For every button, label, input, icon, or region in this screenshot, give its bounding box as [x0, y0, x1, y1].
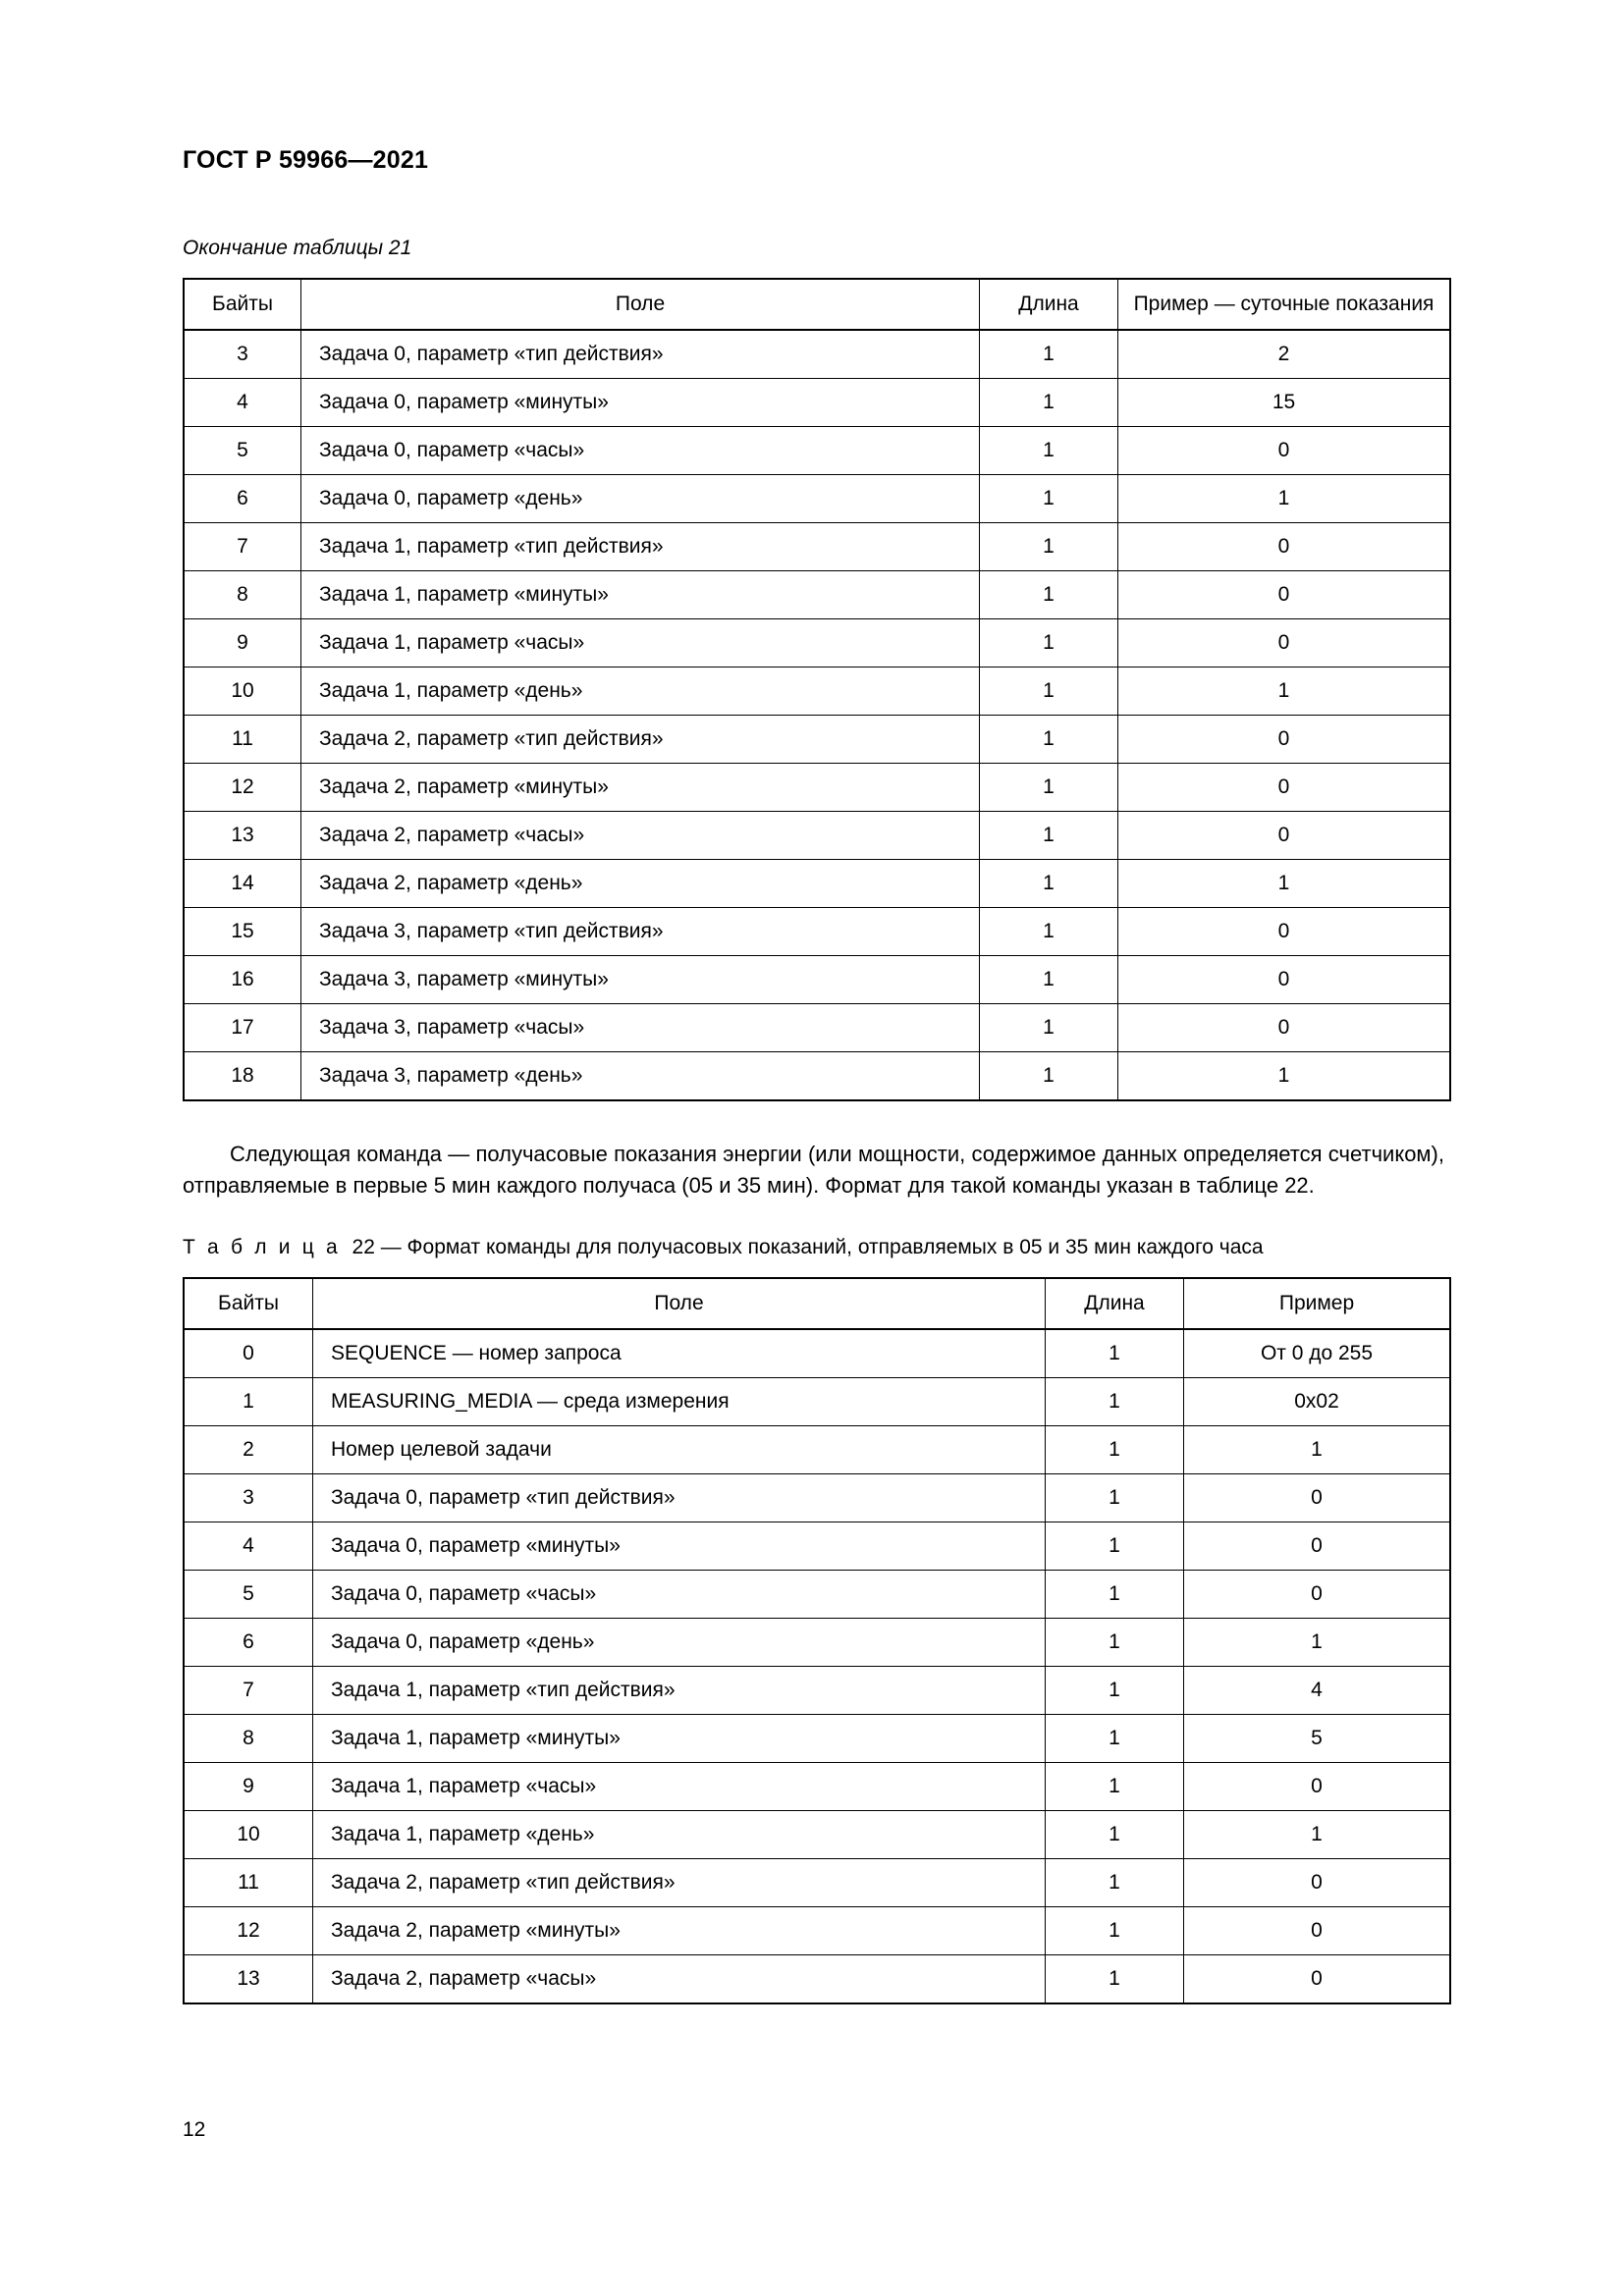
cell-example: 1 [1118, 1051, 1451, 1100]
cell-length: 1 [980, 907, 1118, 955]
cell-bytes: 4 [184, 1522, 313, 1570]
cell-bytes: 4 [184, 378, 301, 426]
table-row [184, 570, 1450, 618]
cell-bytes: 10 [184, 667, 301, 715]
cell-length: 1 [1046, 1522, 1184, 1570]
cell-bytes: 6 [184, 1618, 313, 1666]
table-row [184, 1618, 1450, 1666]
cell-bytes: 10 [184, 1810, 313, 1858]
cell-field: Задача 2, параметр «часы» [301, 811, 980, 859]
cell-field: SEQUENCE — номер запроса [313, 1329, 1046, 1378]
cell-length: 1 [980, 1051, 1118, 1100]
cell-length: 1 [1046, 1377, 1184, 1425]
table-row [184, 330, 1450, 379]
cell-field: Номер целевой задачи [313, 1425, 1046, 1473]
cell-length: 1 [1046, 1425, 1184, 1473]
table-row [184, 1714, 1450, 1762]
table-row [184, 811, 1450, 859]
cell-field: Задача 1, параметр «минуты» [301, 570, 980, 618]
table-row [184, 1377, 1450, 1425]
table-row [184, 378, 1450, 426]
cell-example: 2 [1118, 330, 1451, 379]
table-21-caption: Окончание таблицы 21 [183, 236, 412, 259]
cell-bytes: 9 [184, 1762, 313, 1810]
table-22-body [184, 1329, 1450, 2003]
cell-example: 0 [1118, 522, 1451, 570]
column-header-field: Поле [301, 279, 980, 330]
cell-bytes: 0 [184, 1329, 313, 1378]
cell-field: Задача 2, параметр «минуты» [301, 763, 980, 811]
cell-length: 1 [1046, 1810, 1184, 1858]
cell-length: 1 [980, 378, 1118, 426]
cell-length: 1 [1046, 1666, 1184, 1714]
table-22-caption [183, 1235, 1444, 1260]
cell-example: 0 [1184, 1522, 1451, 1570]
table-row [184, 715, 1450, 763]
column-header-length: Длина [980, 279, 1118, 330]
cell-example: 0 [1184, 1954, 1451, 2003]
cell-bytes: 17 [184, 1003, 301, 1051]
table-22-caption-label: Т а б л и ц а [183, 1236, 341, 1259]
table-row [184, 859, 1450, 907]
cell-bytes: 3 [184, 330, 301, 379]
cell-example: 1 [1184, 1425, 1451, 1473]
cell-length: 1 [980, 570, 1118, 618]
cell-length: 1 [980, 522, 1118, 570]
cell-field: Задача 0, параметр «день» [313, 1618, 1046, 1666]
table-row [184, 1858, 1450, 1906]
column-header-length: Длина [1046, 1278, 1184, 1329]
cell-example: 0 [1118, 426, 1451, 474]
cell-length: 1 [980, 667, 1118, 715]
table-row [184, 1051, 1450, 1100]
cell-example: От 0 до 255 [1184, 1329, 1451, 1378]
cell-example: 1 [1118, 474, 1451, 522]
table-row [184, 1473, 1450, 1522]
table-header-row [184, 1278, 1450, 1329]
cell-field: Задача 1, параметр «тип действия» [313, 1666, 1046, 1714]
cell-length: 1 [1046, 1473, 1184, 1522]
cell-length: 1 [980, 715, 1118, 763]
table-row [184, 522, 1450, 570]
cell-bytes: 2 [184, 1425, 313, 1473]
cell-field: Задача 0, параметр «день» [301, 474, 980, 522]
page-number: 12 [183, 2118, 206, 2141]
table-22 [183, 1277, 1451, 2004]
table-row [184, 618, 1450, 667]
cell-example: 15 [1118, 378, 1451, 426]
cell-field: Задача 0, параметр «часы» [313, 1570, 1046, 1618]
cell-length: 1 [1046, 1618, 1184, 1666]
cell-field: Задача 3, параметр «тип действия» [301, 907, 980, 955]
table-row [184, 1003, 1450, 1051]
table-row [184, 1329, 1450, 1378]
cell-example: 5 [1184, 1714, 1451, 1762]
table-row [184, 1906, 1450, 1954]
cell-field: Задача 0, параметр «часы» [301, 426, 980, 474]
cell-bytes: 18 [184, 1051, 301, 1100]
column-header-bytes: Байты [184, 1278, 313, 1329]
cell-bytes: 7 [184, 522, 301, 570]
table-row [184, 1666, 1450, 1714]
cell-bytes: 6 [184, 474, 301, 522]
column-header-bytes: Байты [184, 279, 301, 330]
column-header-example: Пример [1184, 1278, 1451, 1329]
cell-length: 1 [980, 859, 1118, 907]
cell-length: 1 [1046, 1714, 1184, 1762]
cell-length: 1 [1046, 1762, 1184, 1810]
column-header-field: Поле [313, 1278, 1046, 1329]
cell-field: Задача 2, параметр «день» [301, 859, 980, 907]
cell-field: Задача 2, параметр «тип действия» [313, 1858, 1046, 1906]
cell-field: Задача 0, параметр «тип действия» [301, 330, 980, 379]
cell-length: 1 [1046, 1858, 1184, 1906]
table-row [184, 1762, 1450, 1810]
cell-length: 1 [980, 330, 1118, 379]
table-header-row [184, 279, 1450, 330]
cell-field: Задача 1, параметр «тип действия» [301, 522, 980, 570]
cell-bytes: 8 [184, 570, 301, 618]
cell-field: Задача 0, параметр «минуты» [301, 378, 980, 426]
table-row [184, 763, 1450, 811]
body-paragraph: Следующая команда — получасовые показания энергии (или мощности, содержимое данных определяется счетчиком), отправляемые в первые 5 мин каждого получаса (05 и 35 мин). Формат для такой команды указан в таблице 22. [183, 1141, 1444, 1199]
table-row [184, 1522, 1450, 1570]
table-row [184, 474, 1450, 522]
cell-example: 0 [1184, 1473, 1451, 1522]
cell-field: Задача 1, параметр «часы» [313, 1762, 1046, 1810]
cell-length: 1 [980, 426, 1118, 474]
cell-example: 0 [1184, 1906, 1451, 1954]
cell-bytes: 11 [184, 715, 301, 763]
cell-example: 1 [1184, 1810, 1451, 1858]
cell-example: 1 [1118, 859, 1451, 907]
cell-field: Задача 3, параметр «минуты» [301, 955, 980, 1003]
table-21-body [184, 330, 1450, 1100]
cell-field: MEASURING_MEDIA — среда измерения [313, 1377, 1046, 1425]
cell-length: 1 [980, 811, 1118, 859]
cell-bytes: 15 [184, 907, 301, 955]
cell-example: 4 [1184, 1666, 1451, 1714]
cell-bytes: 5 [184, 1570, 313, 1618]
cell-bytes: 1 [184, 1377, 313, 1425]
cell-field: Задача 1, параметр «минуты» [313, 1714, 1046, 1762]
cell-bytes: 12 [184, 763, 301, 811]
document-standard-header: ГОСТ Р 59966—2021 [183, 146, 429, 174]
page-content [183, 147, 1444, 2004]
cell-field: Задача 2, параметр «минуты» [313, 1906, 1046, 1954]
cell-bytes: 12 [184, 1906, 313, 1954]
cell-length: 1 [1046, 1906, 1184, 1954]
cell-field: Задача 1, параметр «день» [313, 1810, 1046, 1858]
table-row [184, 907, 1450, 955]
cell-example: 0 [1118, 618, 1451, 667]
cell-example: 0 [1118, 763, 1451, 811]
cell-example: 0 [1118, 955, 1451, 1003]
cell-length: 1 [980, 955, 1118, 1003]
cell-length: 1 [980, 618, 1118, 667]
table-row [184, 667, 1450, 715]
cell-example: 1 [1184, 1618, 1451, 1666]
cell-length: 1 [1046, 1329, 1184, 1378]
table-row [184, 426, 1450, 474]
cell-length: 1 [980, 763, 1118, 811]
table-22-caption-text: 22 — Формат команды для получасовых показаний, отправляемых в 05 и 35 мин каждого часа [352, 1236, 1264, 1259]
cell-length: 1 [1046, 1570, 1184, 1618]
cell-bytes: 14 [184, 859, 301, 907]
cell-bytes: 13 [184, 1954, 313, 2003]
table-row [184, 1810, 1450, 1858]
cell-example: 0 [1118, 907, 1451, 955]
cell-bytes: 8 [184, 1714, 313, 1762]
cell-example: 0 [1118, 1003, 1451, 1051]
cell-example: 0 [1184, 1570, 1451, 1618]
cell-example: 0 [1118, 570, 1451, 618]
cell-field: Задача 1, параметр «часы» [301, 618, 980, 667]
cell-field: Задача 0, параметр «минуты» [313, 1522, 1046, 1570]
table-row [184, 1425, 1450, 1473]
cell-length: 1 [980, 1003, 1118, 1051]
cell-bytes: 5 [184, 426, 301, 474]
cell-bytes: 13 [184, 811, 301, 859]
table-21 [183, 278, 1451, 1101]
cell-example: 0 [1118, 715, 1451, 763]
cell-bytes: 7 [184, 1666, 313, 1714]
cell-bytes: 9 [184, 618, 301, 667]
cell-length: 1 [980, 474, 1118, 522]
cell-field: Задача 0, параметр «тип действия» [313, 1473, 1046, 1522]
cell-length: 1 [1046, 1954, 1184, 2003]
cell-example: 0 [1184, 1762, 1451, 1810]
cell-example: 0 [1118, 811, 1451, 859]
table-row [184, 1954, 1450, 2003]
cell-example: 0x02 [1184, 1377, 1451, 1425]
cell-bytes: 16 [184, 955, 301, 1003]
cell-bytes: 3 [184, 1473, 313, 1522]
cell-field: Задача 2, параметр «часы» [313, 1954, 1046, 2003]
table-row [184, 955, 1450, 1003]
cell-example: 0 [1184, 1858, 1451, 1906]
cell-field: Задача 1, параметр «день» [301, 667, 980, 715]
cell-example: 1 [1118, 667, 1451, 715]
cell-field: Задача 3, параметр «часы» [301, 1003, 980, 1051]
cell-bytes: 11 [184, 1858, 313, 1906]
cell-field: Задача 2, параметр «тип действия» [301, 715, 980, 763]
column-header-example: Пример — суточные показания [1118, 279, 1451, 330]
cell-field: Задача 3, параметр «день» [301, 1051, 980, 1100]
table-row [184, 1570, 1450, 1618]
